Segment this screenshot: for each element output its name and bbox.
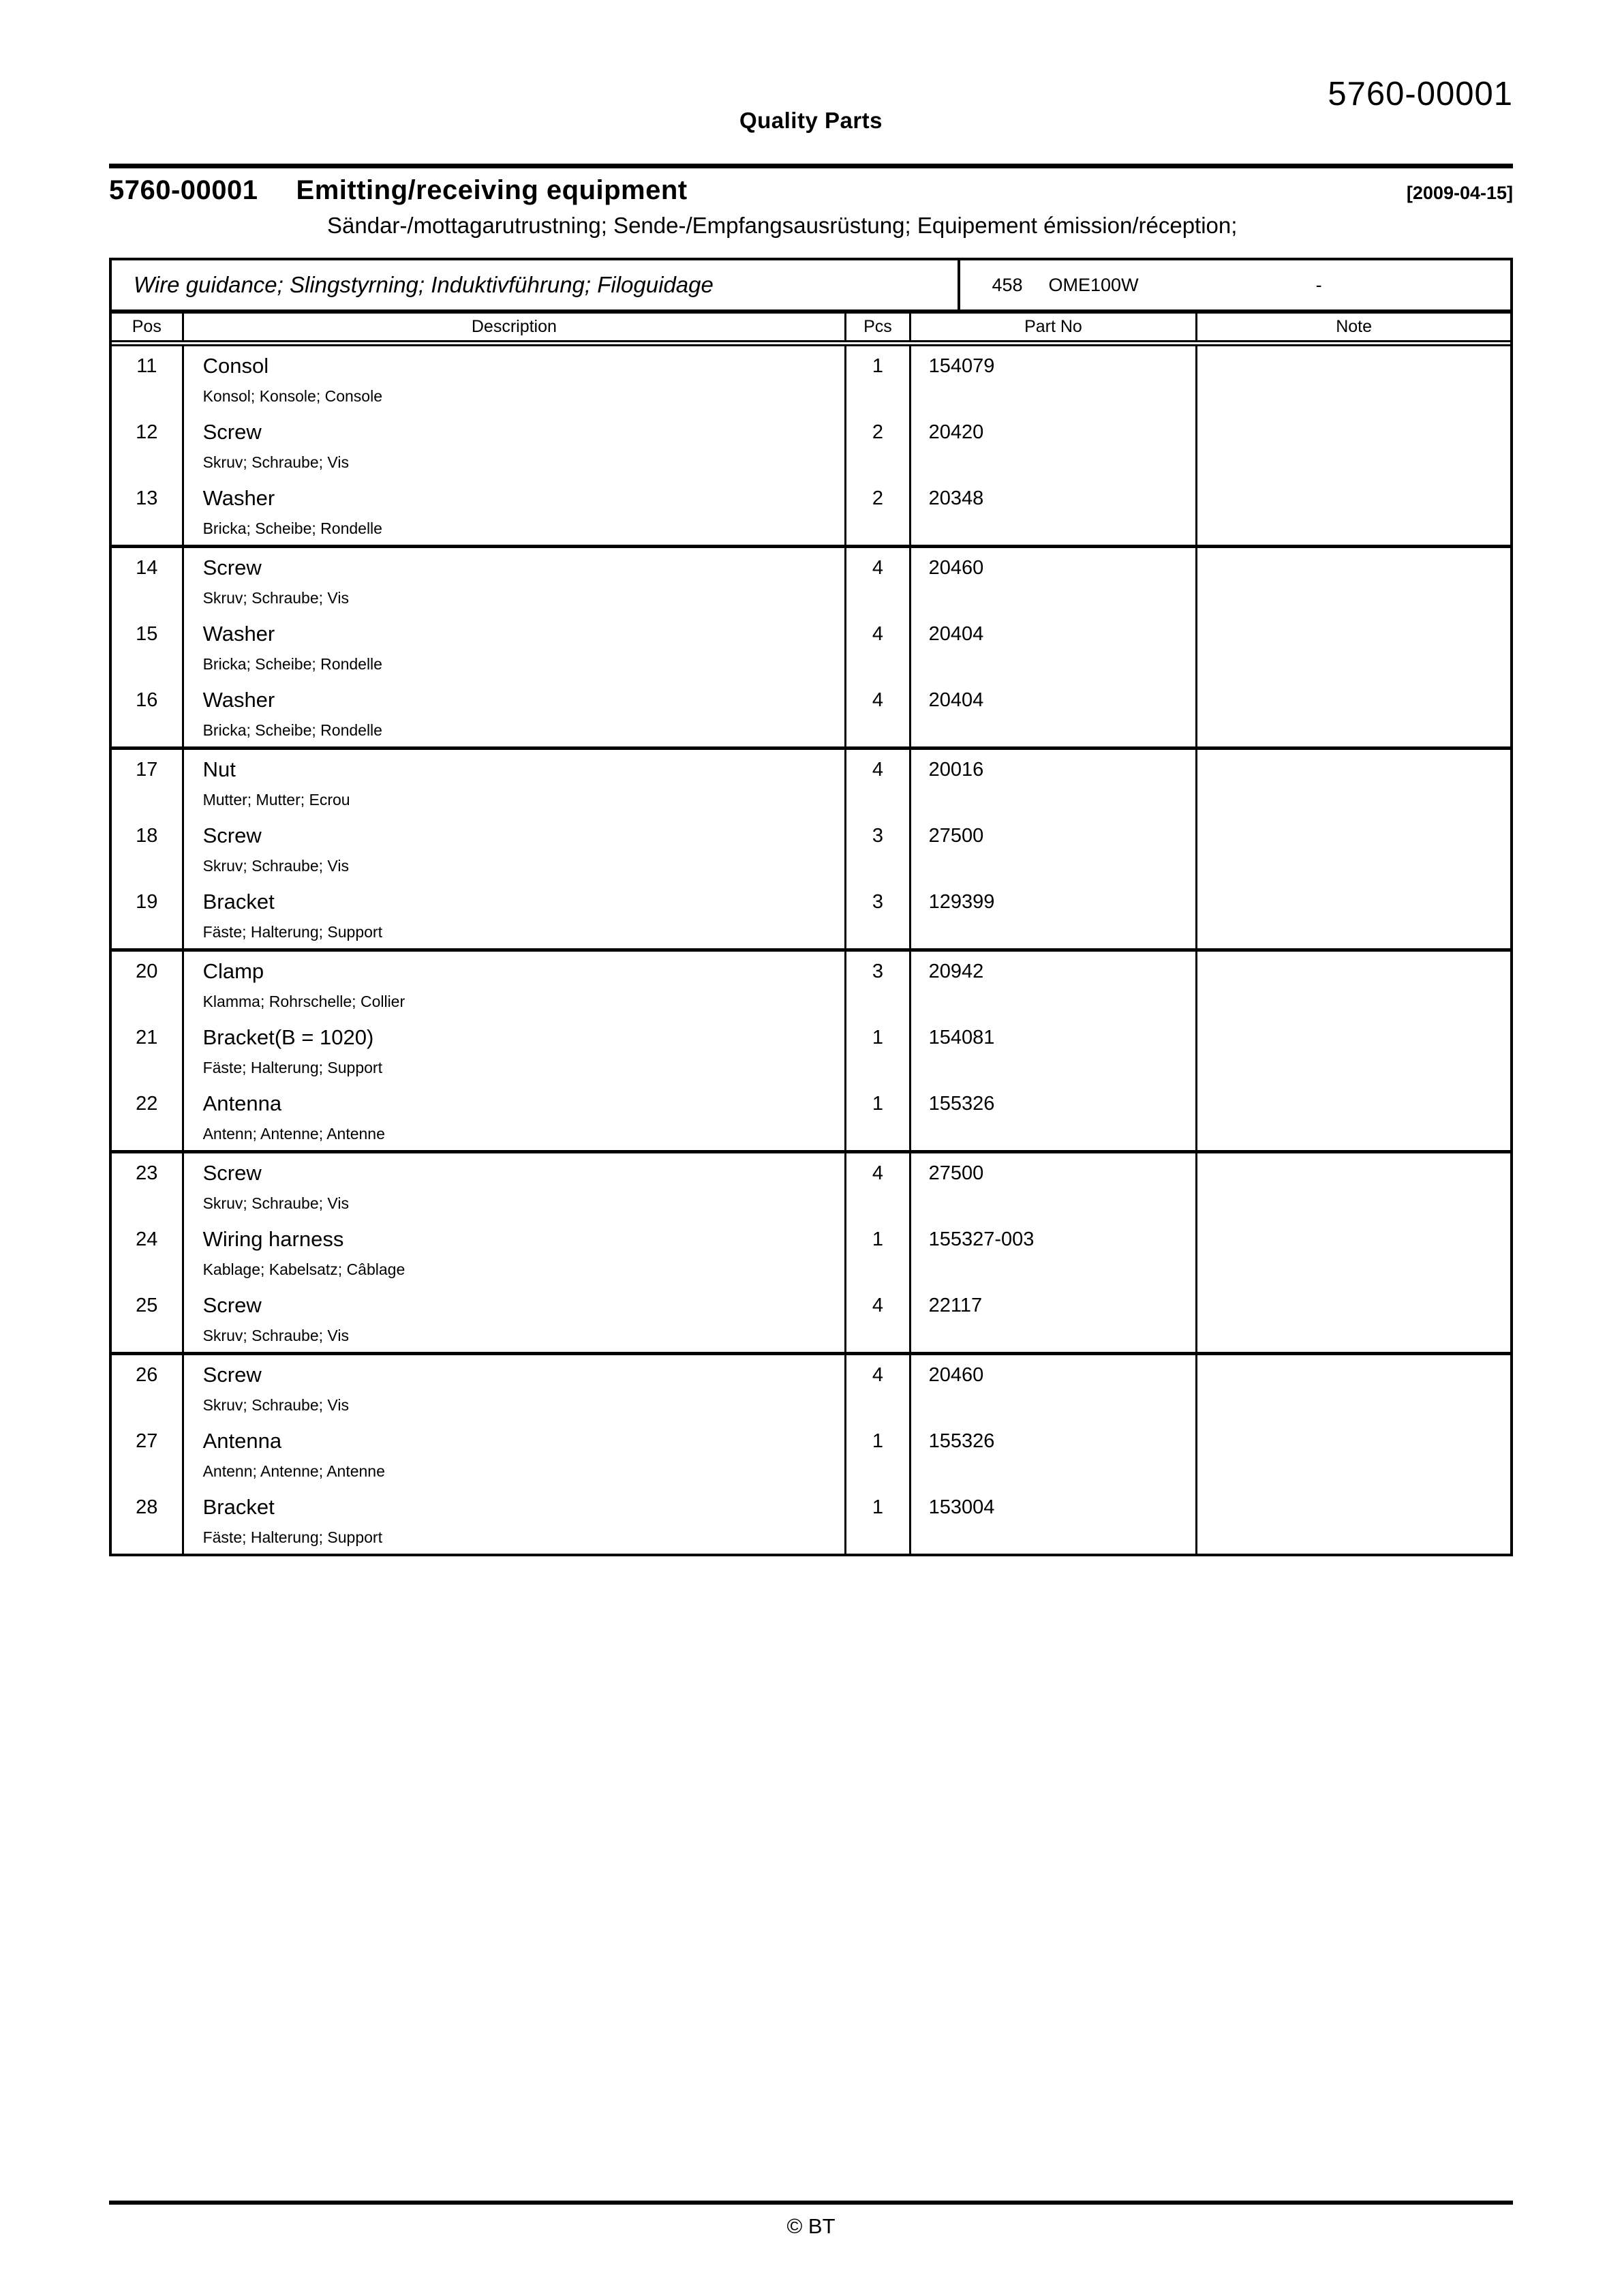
pos-cell: 22: [136, 1093, 158, 1115]
pos-cell: 28: [136, 1496, 158, 1518]
pcs-cell: 1: [844, 1421, 908, 1487]
description-cell: [182, 882, 845, 948]
note-cell: [1195, 952, 1510, 1018]
table-row: [112, 412, 1510, 479]
part-name: Antenna: [202, 1429, 282, 1453]
table-row: [112, 882, 1510, 948]
group-title: Wire guidance; Slingstyrning; Induktivführung; Filoguidage: [134, 272, 714, 297]
pcs-cell: 3: [844, 952, 908, 1018]
part-name: Washer: [202, 622, 275, 646]
partno-cell: 154081: [909, 1018, 1196, 1084]
description-cell: [182, 614, 845, 680]
part-name: Screw: [202, 824, 262, 847]
model-variant: -: [1315, 274, 1322, 295]
column-header-pos: Pos: [132, 317, 162, 336]
section-number: 5760-00001: [109, 175, 258, 205]
description-cell: [182, 1084, 845, 1150]
part-name: Bracket: [202, 1495, 275, 1519]
description-cell: [182, 750, 845, 816]
description-cell: [182, 1018, 845, 1084]
note-cell: [1195, 479, 1510, 545]
partno-cell: 155326: [909, 1084, 1196, 1150]
note-cell: [1195, 614, 1510, 680]
pcs-cell: 1: [844, 1487, 908, 1554]
pos-cell: 13: [136, 487, 158, 509]
pos-cell: 12: [136, 421, 158, 443]
pcs-cell: 4: [844, 548, 908, 614]
part-name: Antenna: [202, 1091, 282, 1115]
table-row: [112, 1084, 1510, 1150]
note-cell: [1195, 1421, 1510, 1487]
partno-cell: 129399: [909, 882, 1196, 948]
partno-cell: 154079: [909, 346, 1196, 412]
column-header-partno: Part No: [909, 314, 1196, 340]
model-code: 458: [992, 274, 1023, 295]
note-cell: [1195, 1286, 1510, 1352]
part-subname: Bricka; Scheibe; Rondelle: [202, 721, 382, 739]
part-subname: Skruv; Schraube; Vis: [202, 857, 349, 875]
footer-rule: [109, 2201, 1513, 2205]
table-groups: [112, 346, 1510, 1554]
part-subname: Skruv; Schraube; Vis: [202, 1327, 349, 1344]
pcs-cell: 4: [844, 680, 908, 746]
note-cell: [1195, 346, 1510, 412]
partno-cell: 155326: [909, 1421, 1196, 1487]
pcs-cell: 2: [844, 412, 908, 479]
description-cell: [182, 816, 845, 882]
part-group: [112, 750, 1510, 952]
part-name: Bracket: [202, 890, 275, 913]
part-subname: Kablage; Kabelsatz; Câblage: [202, 1260, 406, 1278]
part-name: Screw: [202, 420, 262, 444]
note-cell: [1195, 680, 1510, 746]
pos-cell: 27: [136, 1430, 158, 1452]
pcs-cell: 1: [844, 346, 908, 412]
pcs-cell: 2: [844, 479, 908, 545]
partno-cell: 20404: [909, 680, 1196, 746]
part-group: [112, 952, 1510, 1153]
column-header-note: Note: [1195, 314, 1510, 340]
part-subname: Skruv; Schraube; Vis: [202, 1194, 349, 1212]
partno-cell: 20348: [909, 479, 1196, 545]
table-row: [112, 479, 1510, 545]
pos-cell: 11: [136, 355, 157, 377]
part-name: Bracket(B = 1020): [202, 1025, 374, 1049]
part-subname: Fäste; Halterung; Support: [202, 1528, 382, 1546]
masthead: [109, 0, 1513, 164]
partno-cell: 22117: [909, 1286, 1196, 1352]
pcs-cell: 1: [844, 1018, 908, 1084]
column-header-pcs: Pcs: [844, 314, 908, 340]
pos-cell: 20: [136, 961, 158, 982]
partno-cell: 27500: [909, 1153, 1196, 1220]
partno-cell: 20404: [909, 614, 1196, 680]
pos-cell: 23: [136, 1162, 158, 1184]
part-subname: Skruv; Schraube; Vis: [202, 1396, 349, 1414]
description-cell: [182, 1487, 845, 1554]
pos-cell: 25: [136, 1295, 158, 1316]
pos-cell: 14: [136, 557, 158, 579]
note-cell: [1195, 750, 1510, 816]
part-subname: Konsol; Konsole; Console: [202, 387, 382, 405]
part-subname: Fäste; Halterung; Support: [202, 923, 382, 941]
pcs-cell: 3: [844, 816, 908, 882]
description-cell: [182, 1220, 845, 1286]
pos-cell: 16: [136, 689, 158, 711]
note-cell: [1195, 1220, 1510, 1286]
partno-cell: 20420: [909, 412, 1196, 479]
note-cell: [1195, 1355, 1510, 1421]
partno-cell: 155327-003: [909, 1220, 1196, 1286]
part-subname: Antenn; Antenne; Antenne: [202, 1125, 385, 1143]
part-subname: Skruv; Schraube; Vis: [202, 589, 349, 607]
partno-cell: 20460: [909, 548, 1196, 614]
part-group: [112, 1153, 1510, 1355]
table-row: [112, 1487, 1510, 1554]
model-cell: [958, 260, 1510, 309]
pcs-cell: 4: [844, 1286, 908, 1352]
part-subname: Fäste; Halterung; Support: [202, 1059, 382, 1076]
part-subname: Antenn; Antenne; Antenne: [202, 1462, 385, 1480]
description-cell: [182, 1421, 845, 1487]
note-cell: [1195, 548, 1510, 614]
description-cell: [182, 548, 845, 614]
table-row: [112, 346, 1510, 412]
pos-cell: 21: [136, 1027, 158, 1048]
page-title: Quality Parts: [739, 108, 883, 133]
part-name: Screw: [202, 1293, 262, 1317]
pcs-cell: 1: [844, 1084, 908, 1150]
partno-cell: 20460: [909, 1355, 1196, 1421]
note-cell: [1195, 412, 1510, 479]
partno-cell: 27500: [909, 816, 1196, 882]
table-row: [112, 680, 1510, 746]
pos-cell: 26: [136, 1364, 158, 1386]
part-group: [112, 548, 1510, 750]
description-cell: [182, 680, 845, 746]
part-name: Screw: [202, 1161, 262, 1185]
table-row: [112, 750, 1510, 816]
part-subname: Bricka; Scheibe; Rondelle: [202, 519, 382, 537]
part-name: Screw: [202, 556, 262, 579]
description-cell: [182, 1355, 845, 1421]
table-row: [112, 1421, 1510, 1487]
partno-cell: 153004: [909, 1487, 1196, 1554]
partno-cell: 20016: [909, 750, 1196, 816]
pos-cell: 17: [136, 759, 158, 781]
table-group-header: [112, 260, 1510, 314]
model-name: OME100W: [1048, 274, 1139, 295]
table-row: [112, 1153, 1510, 1220]
part-subname: Mutter; Mutter; Ecrou: [202, 791, 350, 809]
pcs-cell: 4: [844, 1153, 908, 1220]
header-rule: [109, 164, 1513, 168]
column-header-row: [112, 314, 1510, 346]
part-subname: Skruv; Schraube; Vis: [202, 453, 349, 471]
description-cell: [182, 412, 845, 479]
part-name: Clamp: [202, 959, 264, 983]
pcs-cell: 4: [844, 614, 908, 680]
part-name: Washer: [202, 688, 275, 712]
section-header: [109, 175, 1513, 206]
table-row: [112, 1018, 1510, 1084]
pcs-cell: 1: [844, 1220, 908, 1286]
table-row: [112, 952, 1510, 1018]
description-cell: [182, 479, 845, 545]
description-cell: [182, 1153, 845, 1220]
description-cell: [182, 346, 845, 412]
pos-cell: 24: [136, 1228, 158, 1250]
table-row: [112, 1220, 1510, 1286]
note-cell: [1195, 1084, 1510, 1150]
page-footer: [109, 2201, 1513, 2239]
pos-cell: 18: [136, 825, 158, 847]
table-row: [112, 548, 1510, 614]
note-cell: [1195, 1018, 1510, 1084]
pcs-cell: 4: [844, 750, 908, 816]
copyright: © BT: [786, 2214, 836, 2238]
part-name: Wiring harness: [202, 1227, 344, 1251]
part-subname: Bricka; Scheibe; Rondelle: [202, 655, 382, 673]
pos-cell: 19: [136, 891, 158, 913]
table-row: [112, 816, 1510, 882]
table-row: [112, 1286, 1510, 1352]
pcs-cell: 3: [844, 882, 908, 948]
partno-cell: 20942: [909, 952, 1196, 1018]
doc-number: 5760-00001: [1328, 76, 1513, 112]
section-subtitle: Sändar-/mottagarutrustning; Sende-/Empfangsausrüstung; Equipement émission/réception;: [327, 213, 1238, 238]
section-title: Emitting/receiving equipment: [296, 175, 688, 205]
note-cell: [1195, 882, 1510, 948]
part-name: Washer: [202, 486, 275, 510]
description-cell: [182, 952, 845, 1018]
column-header-description: Description: [182, 314, 845, 340]
part-name: Nut: [202, 757, 236, 781]
note-cell: [1195, 816, 1510, 882]
parts-table: [109, 258, 1513, 1556]
part-name: Consol: [202, 354, 269, 378]
revision-date: [2009-04-15]: [1406, 183, 1513, 203]
table-row: [112, 614, 1510, 680]
part-group: [112, 346, 1510, 548]
note-cell: [1195, 1153, 1510, 1220]
note-cell: [1195, 1487, 1510, 1554]
part-group: [112, 1355, 1510, 1554]
pos-cell: 15: [136, 623, 158, 645]
pcs-cell: 4: [844, 1355, 908, 1421]
part-name: Screw: [202, 1363, 262, 1387]
table-row: [112, 1355, 1510, 1421]
description-cell: [182, 1286, 845, 1352]
part-subname: Klamma; Rohrschelle; Collier: [202, 993, 406, 1010]
